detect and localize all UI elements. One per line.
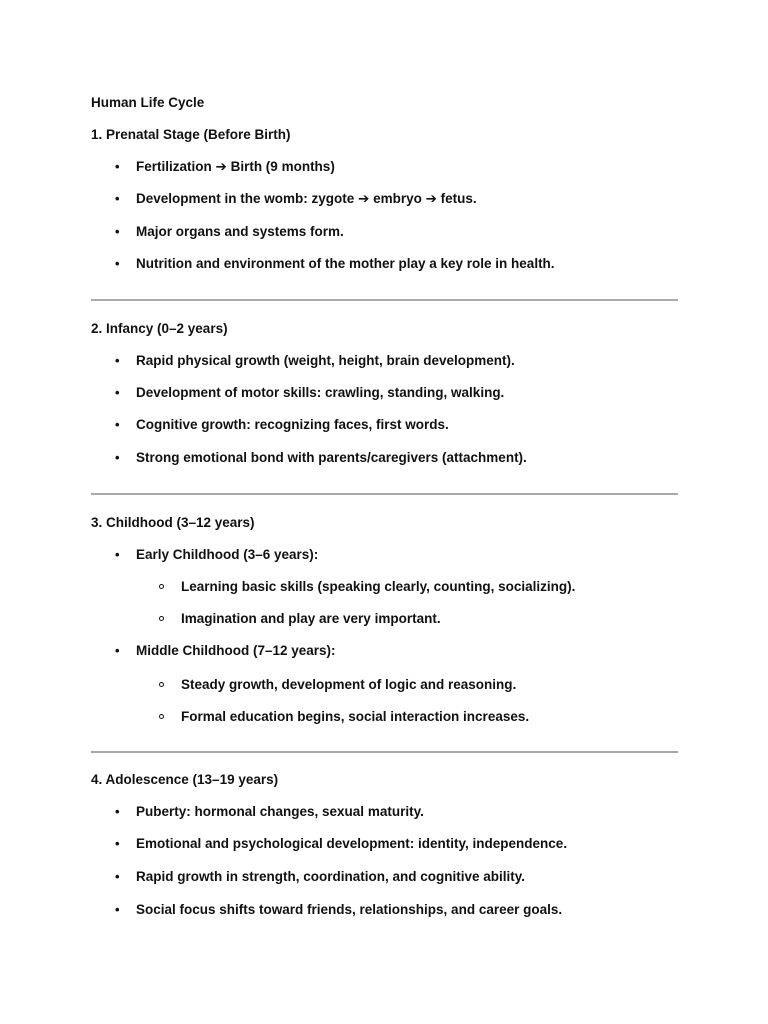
bullet-icon: • — [115, 804, 120, 819]
list-item: Nutrition and environment of the mother play a key role in health. — [136, 256, 555, 271]
circle-bullet-icon — [159, 584, 164, 589]
document-title: Human Life Cycle — [91, 95, 205, 110]
list-item: Development in the womb: zygote ➔ embryo ➔ fetus. — [136, 191, 477, 206]
bullet-icon: • — [115, 547, 120, 562]
bullet-icon: • — [115, 869, 120, 884]
section-heading-prenatal: 1. Prenatal Stage (Before Birth) — [91, 127, 291, 142]
bullet-icon: • — [115, 224, 120, 239]
section-heading-childhood: 3. Childhood (3–12 years) — [91, 515, 255, 530]
horizontal-rule — [91, 299, 678, 301]
list-item: Fertilization ➔ Birth (9 months) — [136, 159, 335, 174]
horizontal-rule — [91, 751, 678, 753]
list-item: Development of motor skills: crawling, standing, walking. — [136, 385, 505, 400]
list-item: Rapid physical growth (weight, height, brain development). — [136, 353, 515, 368]
bullet-icon: • — [115, 256, 120, 271]
sub-list-item: Learning basic skills (speaking clearly, counting, socializing). — [181, 579, 576, 594]
list-item: Cognitive growth: recognizing faces, first words. — [136, 417, 449, 432]
bullet-icon: • — [115, 450, 120, 465]
section-heading-infancy: 2. Infancy (0–2 years) — [91, 321, 228, 336]
list-item: Early Childhood (3–6 years): — [136, 547, 319, 562]
bullet-icon: • — [115, 353, 120, 368]
bullet-icon: • — [115, 385, 120, 400]
bullet-icon: • — [115, 836, 120, 851]
bullet-icon: • — [115, 643, 120, 658]
list-item: Social focus shifts toward friends, relationships, and career goals. — [136, 902, 563, 917]
bullet-icon: • — [115, 902, 120, 917]
sub-list-item: Formal education begins, social interaction increases. — [181, 709, 530, 724]
list-item: Rapid growth in strength, coordination, and cognitive ability. — [136, 869, 526, 884]
sub-list-item: Imagination and play are very important. — [181, 611, 441, 626]
list-item: Middle Childhood (7–12 years): — [136, 643, 336, 658]
sub-list-item: Steady growth, development of logic and reasoning. — [181, 677, 517, 692]
circle-bullet-icon — [159, 616, 164, 621]
list-item: Emotional and psychological development: identity, independence. — [136, 836, 568, 851]
list-item: Major organs and systems form. — [136, 224, 344, 239]
horizontal-rule — [91, 493, 678, 495]
bullet-icon: • — [115, 191, 120, 206]
list-item: Strong emotional bond with parents/caregivers (attachment). — [136, 450, 527, 465]
circle-bullet-icon — [159, 682, 164, 687]
section-heading-adolescence: 4. Adolescence (13–19 years) — [91, 772, 279, 787]
bullet-icon: • — [115, 417, 120, 432]
list-item: Puberty: hormonal changes, sexual maturity. — [136, 804, 424, 819]
bullet-icon: • — [115, 159, 120, 174]
circle-bullet-icon — [159, 714, 164, 719]
